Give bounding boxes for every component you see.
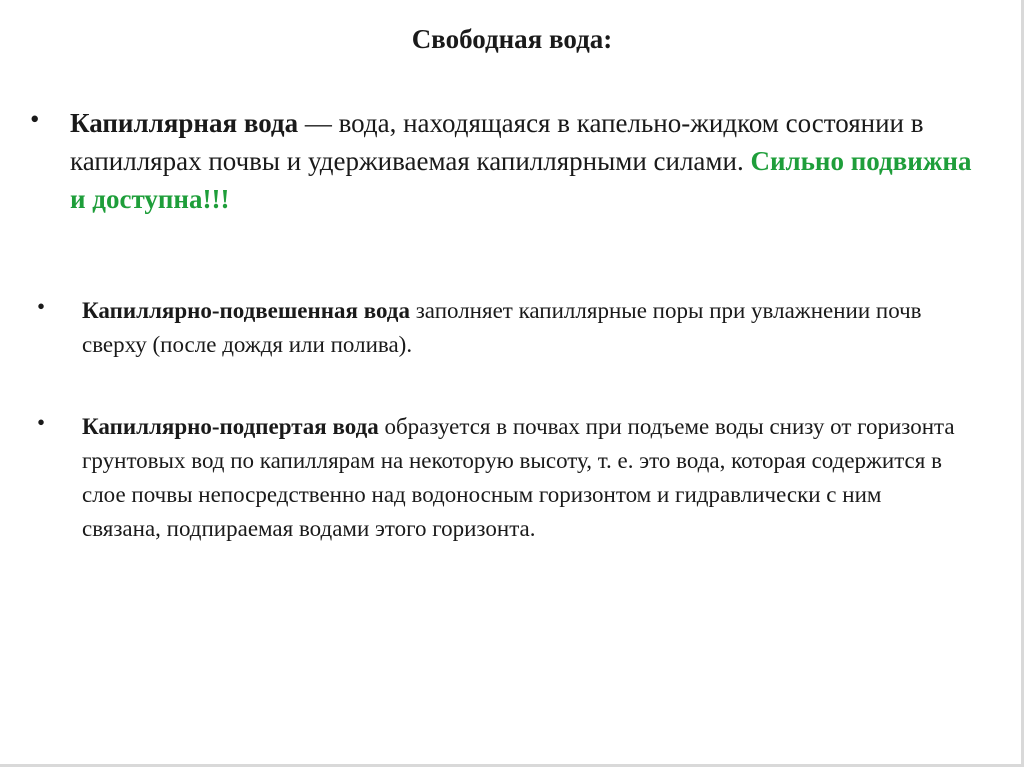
- highlight-text: Сильно подвижна и доступна!!!: [70, 146, 972, 214]
- definition-text: — вода, находящаяся в капельно-жидком состоянии в капиллярах почвы и удерживаемая капиллярными силами.: [70, 108, 924, 176]
- definition-text: образуется в почвах при подъеме воды снизу от горизонта грунтовых вод по капиллярам на некоторую высоту, т. е. это вода, которая содержится в слое почвы непосредственно над водоносным горизонтом и гидравлически с ним связана, подпираемая водами этого горизонта.: [82, 414, 955, 541]
- list-item-text: [82, 410, 962, 546]
- term-label: Капиллярно-подвешенная вода: [82, 298, 410, 323]
- slide-title: Свободная вода:: [411, 24, 613, 54]
- definition-text: заполняет капиллярные поры при увлажнении почв сверху (после дождя или полива).: [82, 298, 922, 357]
- bullet-icon: •: [30, 104, 40, 134]
- term-label: Капиллярная вода: [70, 108, 299, 138]
- list-item-text: [82, 294, 942, 362]
- bullet-icon: •: [37, 410, 46, 435]
- list-item-text: [70, 104, 990, 218]
- term-label: Капиллярно-подпертая вода: [82, 414, 379, 439]
- bullet-icon: •: [37, 294, 46, 319]
